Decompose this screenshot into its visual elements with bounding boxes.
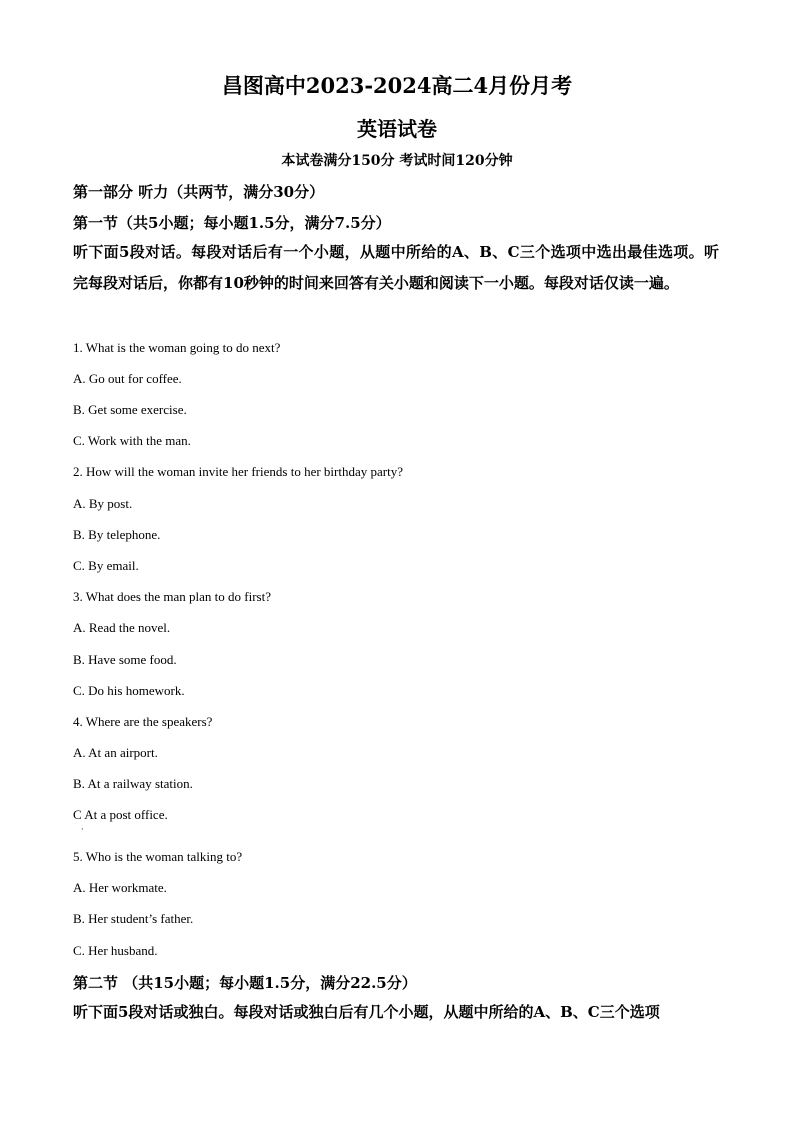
- part1-heading: 第一部分 听力（共两节，满分30分）: [73, 183, 325, 201]
- page-title: 昌图高中2023-2024高二4月份月考: [221, 73, 573, 98]
- question-3-option-a: A. Read the novel.: [73, 620, 171, 635]
- question-4-option-a: A. At an airport.: [73, 745, 158, 760]
- question-3-option-b: B. Have some food.: [73, 652, 177, 667]
- page-subtitle: 英语试卷: [357, 117, 437, 141]
- section2-heading: 第二节 （共15小题；每小题1.5分，满分22.5分）: [73, 974, 417, 992]
- question-5-option-b: B. Her student’s father.: [73, 911, 194, 926]
- question-5-stem: 5. Who is the woman talking to?: [73, 849, 243, 864]
- stray-dot: ·: [81, 825, 84, 834]
- exam-info: 本试卷满分150分 考试时间120分钟: [281, 153, 513, 169]
- question-3-option-c: C. Do his homework.: [73, 683, 185, 698]
- question-3-stem: 3. What does the man plan to do first?: [73, 589, 271, 604]
- question-2-option-c: C. By email.: [73, 558, 139, 573]
- question-2-option-a: A. By post.: [73, 496, 133, 511]
- question-5-option-a: A. Her workmate.: [73, 880, 167, 895]
- section2-instructions: 听下面5段对话或独白。每段对话或独白后有几个小题，从题中所给的A、B、C三个选项: [73, 1003, 660, 1021]
- question-1-option-a: A. Go out for coffee.: [73, 371, 182, 386]
- question-4-option-b: B. At a railway station.: [73, 776, 193, 791]
- question-2-stem: 2. How will the woman invite her friends to her birthday party?: [73, 464, 403, 479]
- question-1-stem: 1. What is the woman going to do next?: [73, 340, 281, 355]
- question-5-option-c: C. Her husband.: [73, 943, 158, 958]
- question-4-stem: 4. Where are the speakers?: [73, 714, 213, 729]
- question-2-option-b: B. By telephone.: [73, 527, 161, 542]
- question-1-option-b: B. Get some exercise.: [73, 402, 187, 417]
- section1-instructions: 听下面5段对话。每段对话后有一个小题，从题中所给的A、B、C三个选项中选出最佳选项。听完每段对话后，你都有10秒钟的时间来回答有关小题和阅读下一小题。每段对话仅读一遍。: [73, 243, 719, 292]
- section1-heading: 第一节（共5小题；每小题1.5分，满分7.5分）: [73, 214, 391, 232]
- question-1-option-c: C. Work with the man.: [73, 433, 191, 448]
- question-4-option-c: C At a post office.: [73, 807, 168, 822]
